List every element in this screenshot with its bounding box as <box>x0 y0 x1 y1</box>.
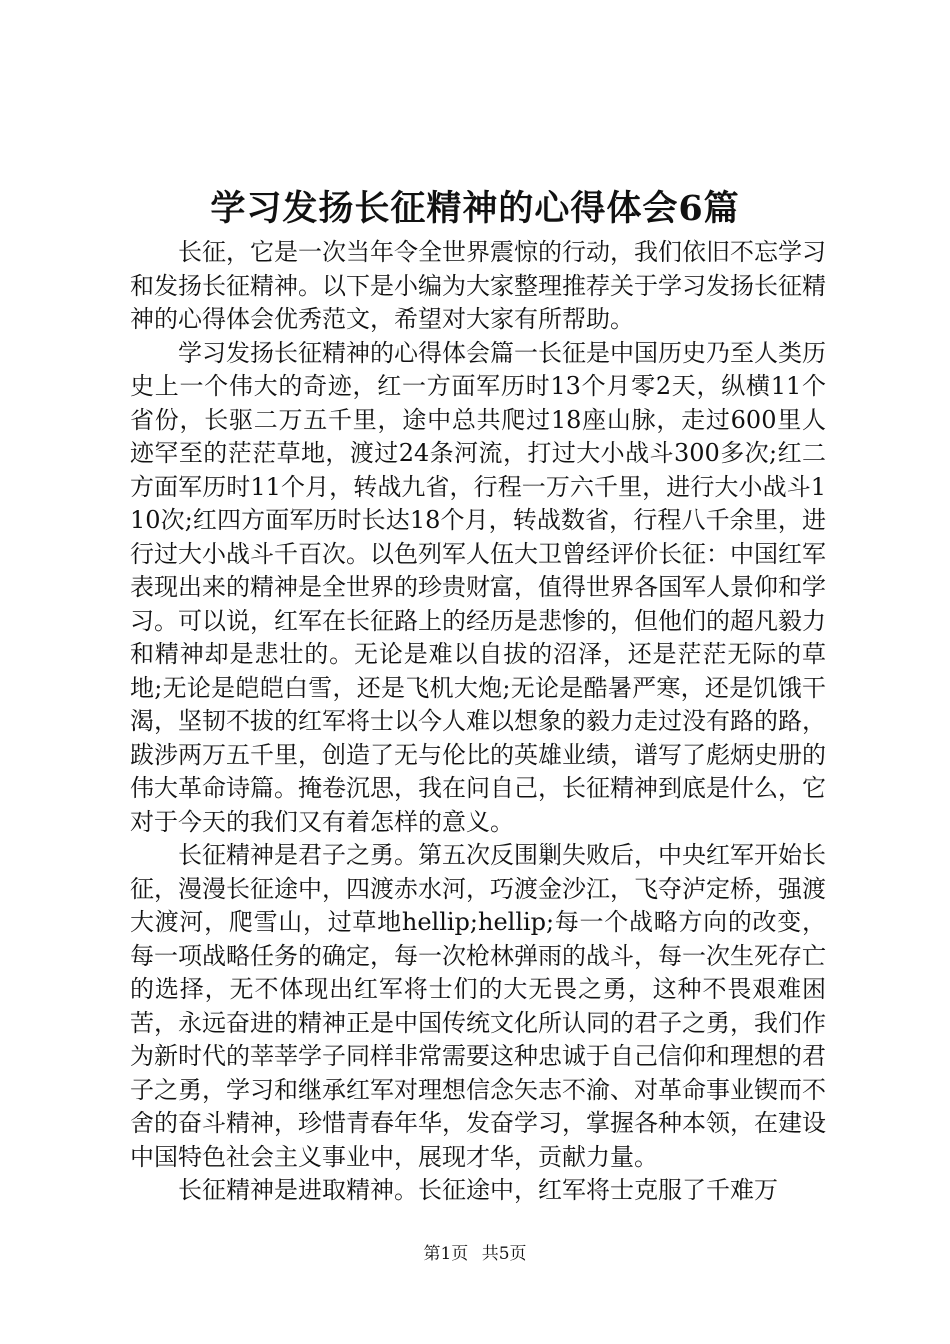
page-number: 第1页 <box>423 1244 469 1264</box>
document-title: 学习发扬长征精神的心得体会6篇 <box>210 188 740 229</box>
paragraph-courage: 长征精神是君子之勇。第五次反围剿失败后，中央红军开始长征，漫漫长征途中，四渡赤水河，巧渡金沙江，飞夺泸定桥，强渡大渡河，爬雪山，过草地hellip;hellip;每一个战略方向的改变，每一项战略任务的确定，每一次枪林弹雨的战斗，每一次生死存亡的选择，无不体现出红军将士们的大无畏之勇，这种不畏艰难困苦，永远奋进的精神正是中国传统文化所认同的君子之勇，我们作为新时代的莘莘学子同样非常需要这种忠诚于自己信仰和理想的君子之勇，学习和继承红军对理想信念矢志不渝、对革命事业锲而不舍的奋斗精神，珍惜青春年华，发奋学习，掌握各种本领，在建设中国特色社会主义事业中，展现才华，贡献力量。 <box>130 841 826 1171</box>
page-footer <box>0 1242 950 1266</box>
paragraph-progress: 长征精神是进取精神。长征途中，红军将士克服了千难万 <box>178 1176 778 1204</box>
document-body <box>130 236 826 1208</box>
page-total: 共5页 <box>481 1244 527 1264</box>
paragraph-part-one: 学习发扬长征精神的心得体会篇一长征是中国历史乃至人类历史上一个伟大的奇迹，红一方面军历时13个月零2天，纵横11个省份，长驱二万五千里，途中总共爬过18座山脉，走过600里人迹罕至的茫茫草地，渡过24条河流，打过大小战斗300多次;红二方面军历时11个月，转战九省，行程一万六千里，进行大小战斗110次;红四方面军历时长达18个月，转战数省，行程八千余里，进行过大小战斗千百次。以色列军人伍大卫曾经评价长征：中国红军表现出来的精神是全世界的珍贵财富，值得世界各国军人景仰和学习。可以说，红军在长征路上的经历是悲惨的，但他们的超凡毅力和精神却是悲壮的。无论是难以自拔的沼泽，还是茫茫无际的草地;无论是皑皑白雪，还是飞机大炮;无论是酷暑严寒，还是饥饿干渴，坚韧不拔的红军将士以今人难以想象的毅力走过没有路的路，跋涉两万五千里，创造了无与伦比的英雄业绩，谱写了彪炳史册的伟大革命诗篇。掩卷沉思，我在问自己，长征精神到底是什么，它对于今天的我们又有着怎样的意义。 <box>130 338 826 836</box>
paragraph-intro: 长征，它是一次当年令全世界震惊的行动，我们依旧不忘学习和发扬长征精神。以下是小编为大家整理推荐关于学习发扬长征精神的心得体会优秀范文，希望对大家有所帮助。 <box>130 238 826 333</box>
